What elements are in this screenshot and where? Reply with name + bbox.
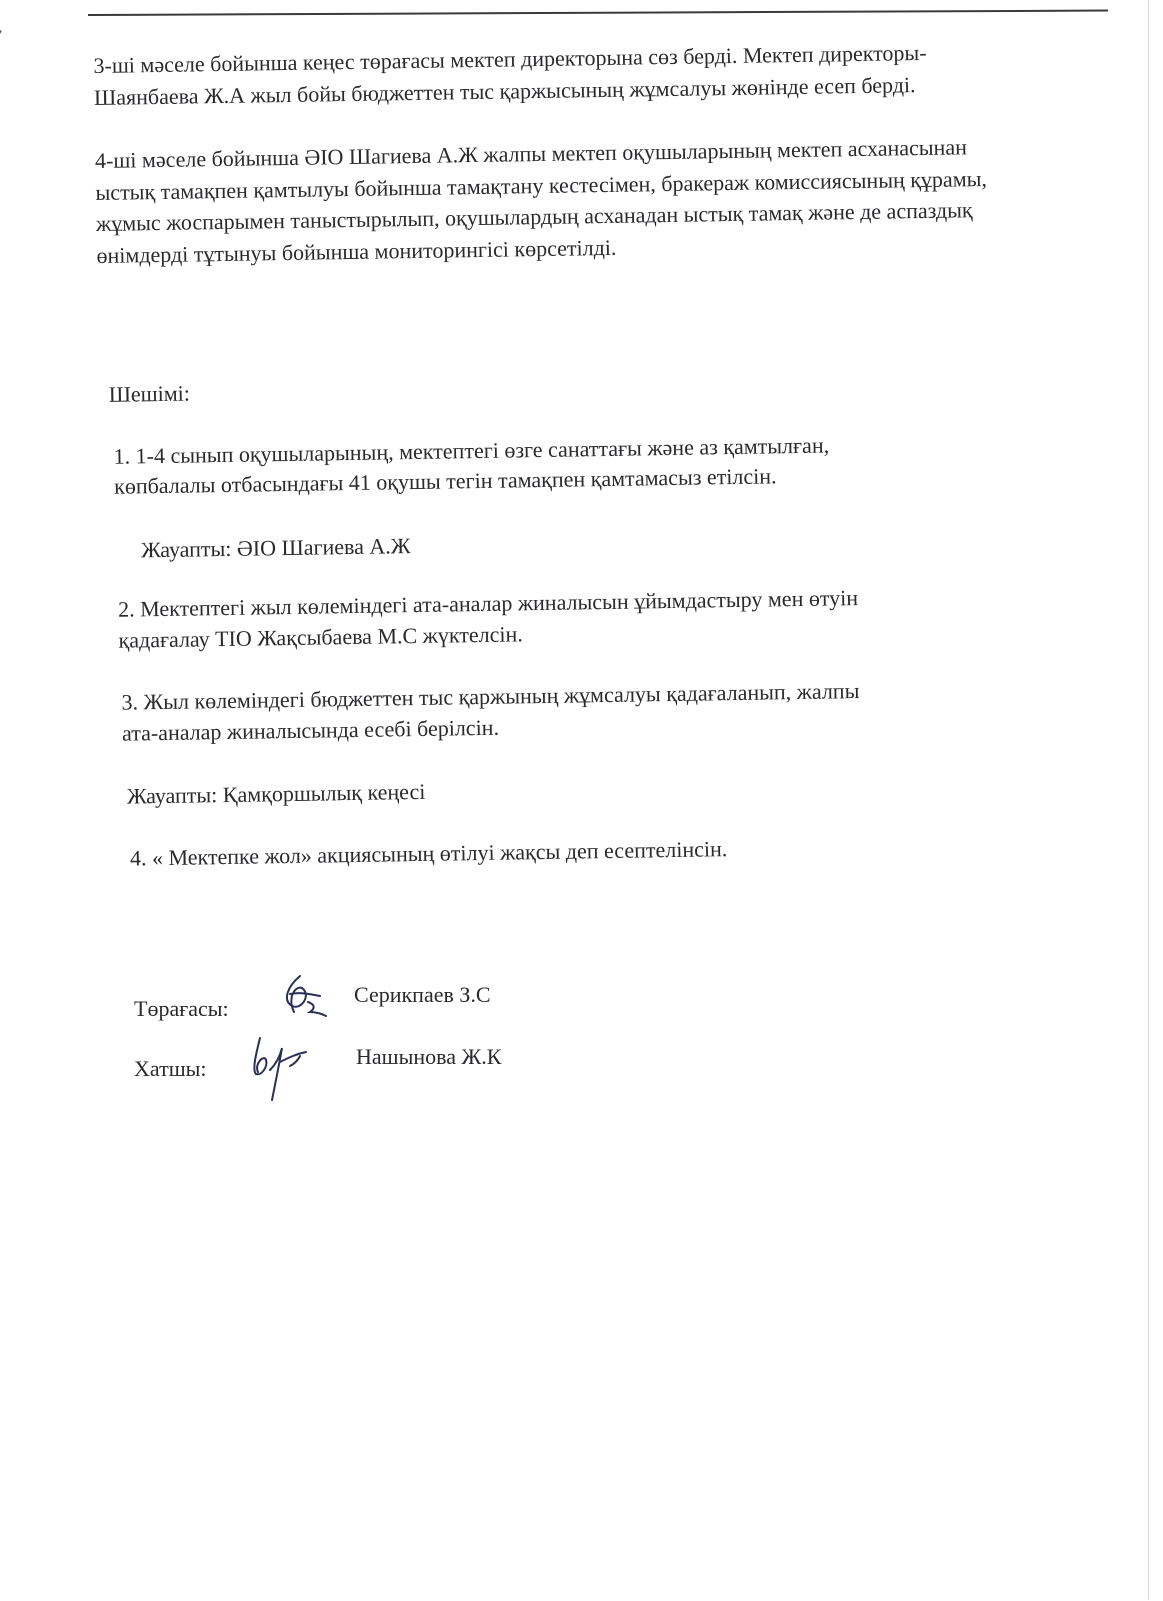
- decision-item-2-line-1: 2. Мектептегі жыл көлеміндегі ата-аналар жиналысын ұйымдастыру мен өтуін: [117, 585, 859, 622]
- secretary-signature-row: [134, 1044, 634, 1096]
- decision-item-4: 4. « Мектепке жол» акциясының өтілуі жақсы деп есептелінсін.: [129, 836, 728, 871]
- chair-signature-mark: [270, 972, 330, 1028]
- decision-item-1-line-1: 1. 1-4 сынып оқушыларының, мектептегі өзге санаттағы және аз қамтылған,: [113, 432, 830, 469]
- paragraph-item-4: 4-ші мәселе бойынша ӘІО Шагиева А.Ж жалпы мектеп оқушыларының мектеп асханасынан ыстық тамақпен қамтылуы бойынша тамақтану кестесімен, бракераж комиссиясының құрамы, жұмыс жоспарымен таныстырылып, оқушылардың асханадан ыстық тамақ және де аспаздық өнімдерді тұтынуы бойынша мониторингісі көрсетілді.: [94, 134, 988, 268]
- chair-name: Серикпаев З.С: [354, 982, 491, 1007]
- paragraph-item-3: 3-ші мәселе бойынша кеңес төрағасы мектеп директорына сөз берді. Мектеп директоры- Шаянбаева Ж.А жыл бойы бюджеттен тыс қаржысының жұмсалуы жөнінде есеп берді.: [93, 39, 927, 110]
- secretary-name: Нашынова Ж.К: [356, 1044, 502, 1069]
- decision-item-3-line-1: 3. Жыл көлеміндегі бюджеттен тыс қаржының жұмсалуы қадағаланып, жалпы: [121, 678, 860, 715]
- chair-signature-row: [134, 982, 634, 1036]
- secretary-label: Хатшы:: [134, 1056, 207, 1081]
- responsible-1: Жауапты: ӘІО Шагиева А.Ж: [140, 533, 411, 563]
- decision-heading: Шешімі:: [108, 380, 191, 407]
- secretary-signature-mark: [246, 1030, 316, 1104]
- decision-item-2-line-2: қадағалау ТІО Жақсыбаева М.С жүктелсін.: [118, 621, 523, 653]
- decision-item-3-line-2: ата-аналар жиналысында есебі берілсін.: [121, 714, 500, 746]
- decision-item-1-line-2: көпбалалы отбасындағы 41 оқушы тегін тамақпен қамтамасыз етілсін.: [113, 463, 777, 499]
- responsible-3: Жауапты: Қамқоршылық кеңесі: [126, 778, 426, 809]
- chair-label: Төрағасы:: [134, 996, 229, 1021]
